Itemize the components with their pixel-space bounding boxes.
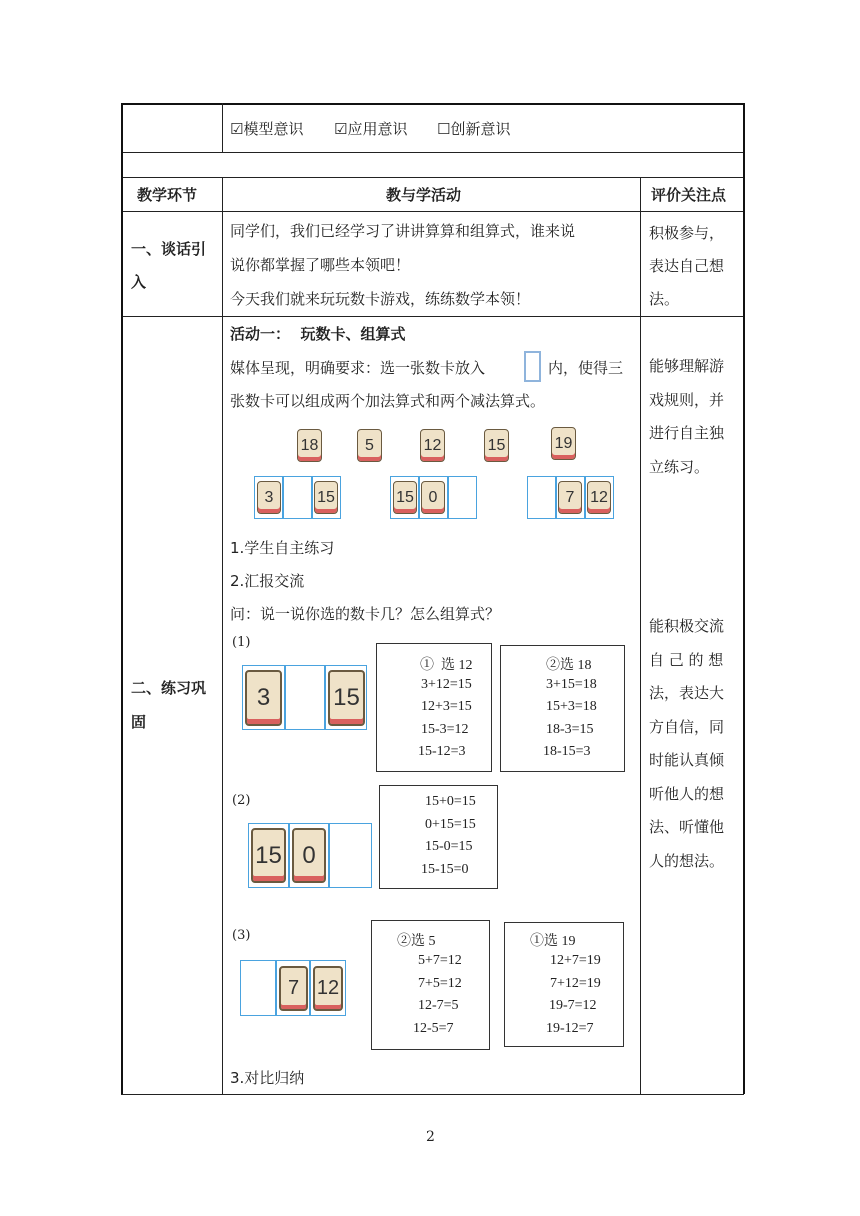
box-5-title: ①选 19 <box>530 934 576 949</box>
equation: 15+3=18 <box>546 699 597 714</box>
number-card: 3 <box>245 670 282 726</box>
equation: 15+0=15 <box>425 794 476 809</box>
equation: 12-7=5 <box>418 998 459 1013</box>
equation: 7+12=19 <box>550 976 601 991</box>
equation: 18-15=3 <box>543 744 591 759</box>
equation: 19-7=12 <box>549 998 597 1013</box>
check-application: ☑应用意识 <box>334 120 408 138</box>
intro-line-3: 今天我们就来玩玩数卡游戏，练练数学本领！ <box>230 290 531 308</box>
number-card: 15 <box>328 670 365 726</box>
header-activity: 教与学活动 <box>386 186 462 204</box>
check-innovation: ☐创新意识 <box>437 120 511 138</box>
intro-focus-1: 积极参与， <box>649 224 725 242</box>
number-card: 7 <box>558 481 582 514</box>
part-3-label: (3) <box>232 928 251 943</box>
requirement-part-2: 内，使得三 <box>548 359 624 377</box>
equation: 15-12=3 <box>418 744 466 759</box>
focus-2-line: 法，表达大 <box>649 684 725 702</box>
focus-1-line: 进行自主独 <box>649 424 725 442</box>
focus-1-line: 能够理解游 <box>649 357 725 375</box>
card-slot <box>329 823 372 888</box>
box-2-title: ②选 18 <box>546 658 592 673</box>
intro-stage: 一、谈话引 <box>131 240 207 258</box>
intro-line-1: 同学们，我们已经学习了讲讲算算和组算式，谁来说 <box>230 222 576 240</box>
equation: 3+15=18 <box>546 677 597 692</box>
part-1-label: (1) <box>232 635 251 650</box>
intro-stage-2: 入 <box>131 273 147 291</box>
requirement-part-1: 媒体呈现，明确要求：选一张数卡放入 <box>230 359 486 377</box>
step-1: 1.学生自主练习 <box>230 539 335 557</box>
intro-focus-2: 表达自己想 <box>649 257 725 275</box>
question: 问：说一说你选的数卡几？怎么组算式？ <box>230 605 501 623</box>
number-card: 3 <box>257 481 281 514</box>
focus-2-line: 能积极交流 <box>649 617 725 635</box>
equation: 12-5=7 <box>413 1021 454 1036</box>
intro-line-2: 说你都掌握了哪些本领吧！ <box>230 256 411 274</box>
part-2-label: (2) <box>232 793 251 808</box>
requirement-line-2: 张数卡可以组成两个加法算式和两个减法算式。 <box>230 392 546 410</box>
number-card: 15 <box>251 828 286 883</box>
empty-slot-icon <box>524 351 541 382</box>
header-focus: 评价关注点 <box>651 186 727 204</box>
equation: 18-3=15 <box>546 722 594 737</box>
number-card: 12 <box>420 429 445 462</box>
card-slot <box>448 476 477 519</box>
activity-title: 活动一： 玩数卡、组算式 <box>230 325 406 343</box>
card-slot <box>527 476 556 519</box>
equation: 3+12=15 <box>421 677 472 692</box>
equation: 12+3=15 <box>421 699 472 714</box>
number-card: 15 <box>393 481 417 514</box>
card-slot <box>285 665 325 730</box>
focus-1-line: 立练习。 <box>649 458 710 476</box>
number-card: 0 <box>292 828 326 883</box>
number-card: 12 <box>587 481 611 514</box>
header-stage: 教学环节 <box>137 186 198 204</box>
practice-stage-2: 固 <box>131 713 147 731</box>
step-2: 2.汇报交流 <box>230 572 305 590</box>
number-card: 0 <box>421 481 445 514</box>
focus-2-line: 听他人的想 <box>649 785 725 803</box>
number-card: 12 <box>313 966 343 1011</box>
equation: 15-0=15 <box>425 839 473 854</box>
box-1-title: ① 选 12 <box>420 658 473 673</box>
equation: 7+5=12 <box>418 976 462 991</box>
focus-2-line: 自 己 的 想 <box>649 651 724 669</box>
card-slot <box>240 960 276 1016</box>
equation: 5+7=12 <box>418 953 462 968</box>
page-number: 2 <box>426 1129 435 1145</box>
box-4-title: ②选 5 <box>397 934 436 949</box>
step-3: 3.对比归纳 <box>230 1069 305 1087</box>
practice-stage: 二、练习巩 <box>131 679 207 697</box>
number-card: 15 <box>314 481 338 514</box>
equation: 15-15=0 <box>421 862 469 877</box>
number-card: 15 <box>484 429 509 462</box>
focus-2-line: 法、听懂他 <box>649 818 725 836</box>
focus-2-line: 时能认真倾 <box>649 751 725 769</box>
number-card: 19 <box>551 427 576 460</box>
number-card: 18 <box>297 429 322 462</box>
number-card: 7 <box>279 966 308 1011</box>
number-card: 5 <box>357 429 382 462</box>
equation: 12+7=19 <box>550 953 601 968</box>
intro-focus-3: 法。 <box>649 290 680 308</box>
equation: 19-12=7 <box>546 1021 594 1036</box>
focus-1-line: 戏规则，并 <box>649 391 725 409</box>
focus-2-line: 方自信，同 <box>649 718 725 736</box>
focus-2-line: 人的想法。 <box>649 852 725 870</box>
check-model: ☑模型意识 <box>230 120 304 138</box>
card-slot <box>283 476 312 519</box>
equation: 15-3=12 <box>421 722 469 737</box>
equation: 0+15=15 <box>425 817 476 832</box>
